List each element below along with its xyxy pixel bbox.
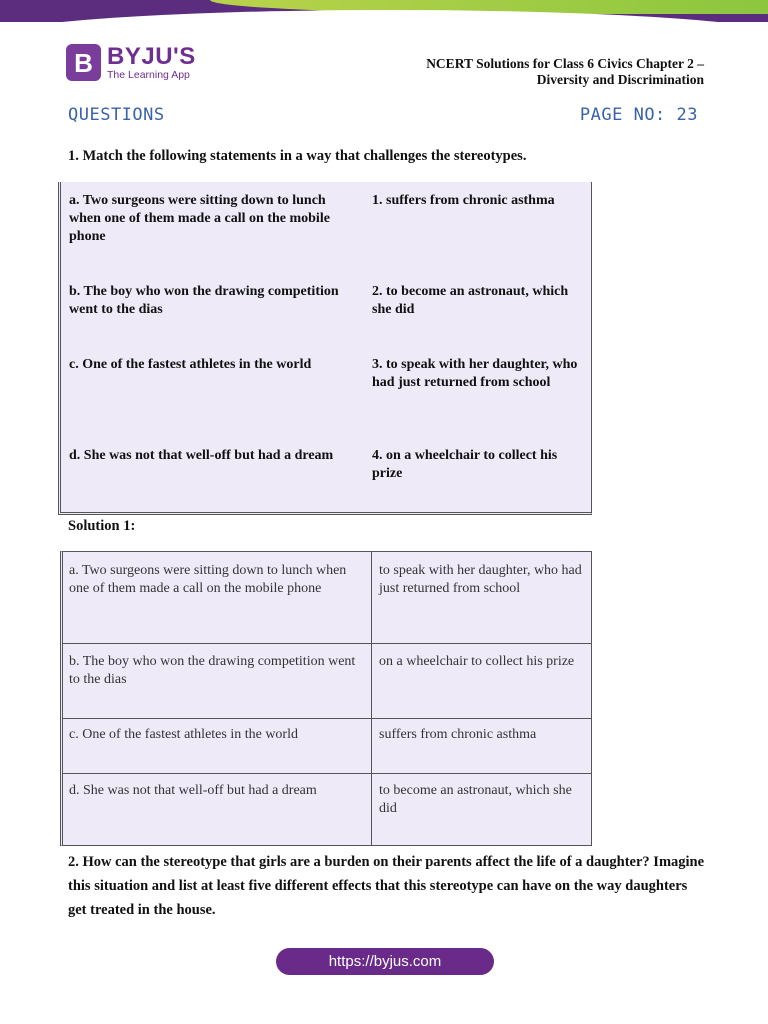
- match-left-cell: d. She was not that well-off but had a dream: [69, 448, 334, 463]
- document-title-line1: NCERT Solutions for Class 6 Civics Chapter 2 –: [426, 56, 704, 71]
- match-right-cell: 2. to become an astronaut, which she did: [372, 284, 569, 317]
- website-link-button[interactable]: https://byjus.com: [276, 948, 494, 975]
- match-left-cell: b. The boy who won the drawing competition went to the dias: [69, 284, 339, 317]
- top-decorative-band: [0, 0, 768, 22]
- row-divider: [63, 718, 591, 719]
- brand-name: BYJU'S: [107, 42, 196, 70]
- question-2-text: 2. How can the stereotype that girls are a burden on their parents affect the life of a daughter? Imagine this situation and list at least five different effects that this stereotype can have on the way daughters get treated in the house.: [68, 854, 705, 918]
- document-title-line2: Diversity and Discrimination: [536, 72, 704, 87]
- solution-left-cell: b. The boy who won the drawing competition went to the dias: [69, 654, 356, 687]
- solution-1-label: Solution 1:: [68, 518, 136, 534]
- questions-heading: QUESTIONS: [68, 105, 165, 125]
- solution-left-cell: d. She was not that well-off but had a dream: [69, 783, 317, 798]
- solution-right-cell: to become an astronaut, which she did: [379, 783, 572, 816]
- row-divider: [63, 643, 591, 644]
- match-left-cell: c. One of the fastest athletes in the world: [69, 357, 312, 372]
- question-1-text: 1. Match the following statements in a way that challenges the stereotypes.: [68, 148, 527, 164]
- solution-right-cell: on a wheelchair to collect his prize: [379, 654, 575, 669]
- logo-mark-icon: B: [66, 44, 101, 81]
- solution-left-cell: c. One of the fastest athletes in the world: [69, 727, 298, 742]
- row-divider: [63, 773, 591, 774]
- document-title: [426, 56, 704, 88]
- brand-tagline: The Learning App: [107, 68, 190, 81]
- match-left-cell: a. Two surgeons were sitting down to lunch when one of them made a call on the mobile phone: [69, 193, 330, 244]
- match-right-cell: 1. suffers from chronic asthma: [372, 193, 555, 208]
- column-divider: [371, 552, 372, 845]
- question-1-match-table: [58, 182, 592, 515]
- solution-1-table: [60, 551, 592, 846]
- match-right-cell: 3. to speak with her daughter, who had just returned from school: [372, 357, 578, 390]
- page-number: PAGE NO: 23: [579, 105, 698, 125]
- solution-left-cell: a. Two surgeons were sitting down to lunch when one of them made a call on the mobile phone: [69, 563, 347, 596]
- match-right-cell: 4. on a wheelchair to collect his prize: [372, 448, 558, 481]
- byjus-logo[interactable]: [66, 44, 196, 81]
- solution-right-cell: to speak with her daughter, who had just returned from school: [379, 563, 582, 596]
- solution-right-cell: suffers from chronic asthma: [379, 727, 537, 742]
